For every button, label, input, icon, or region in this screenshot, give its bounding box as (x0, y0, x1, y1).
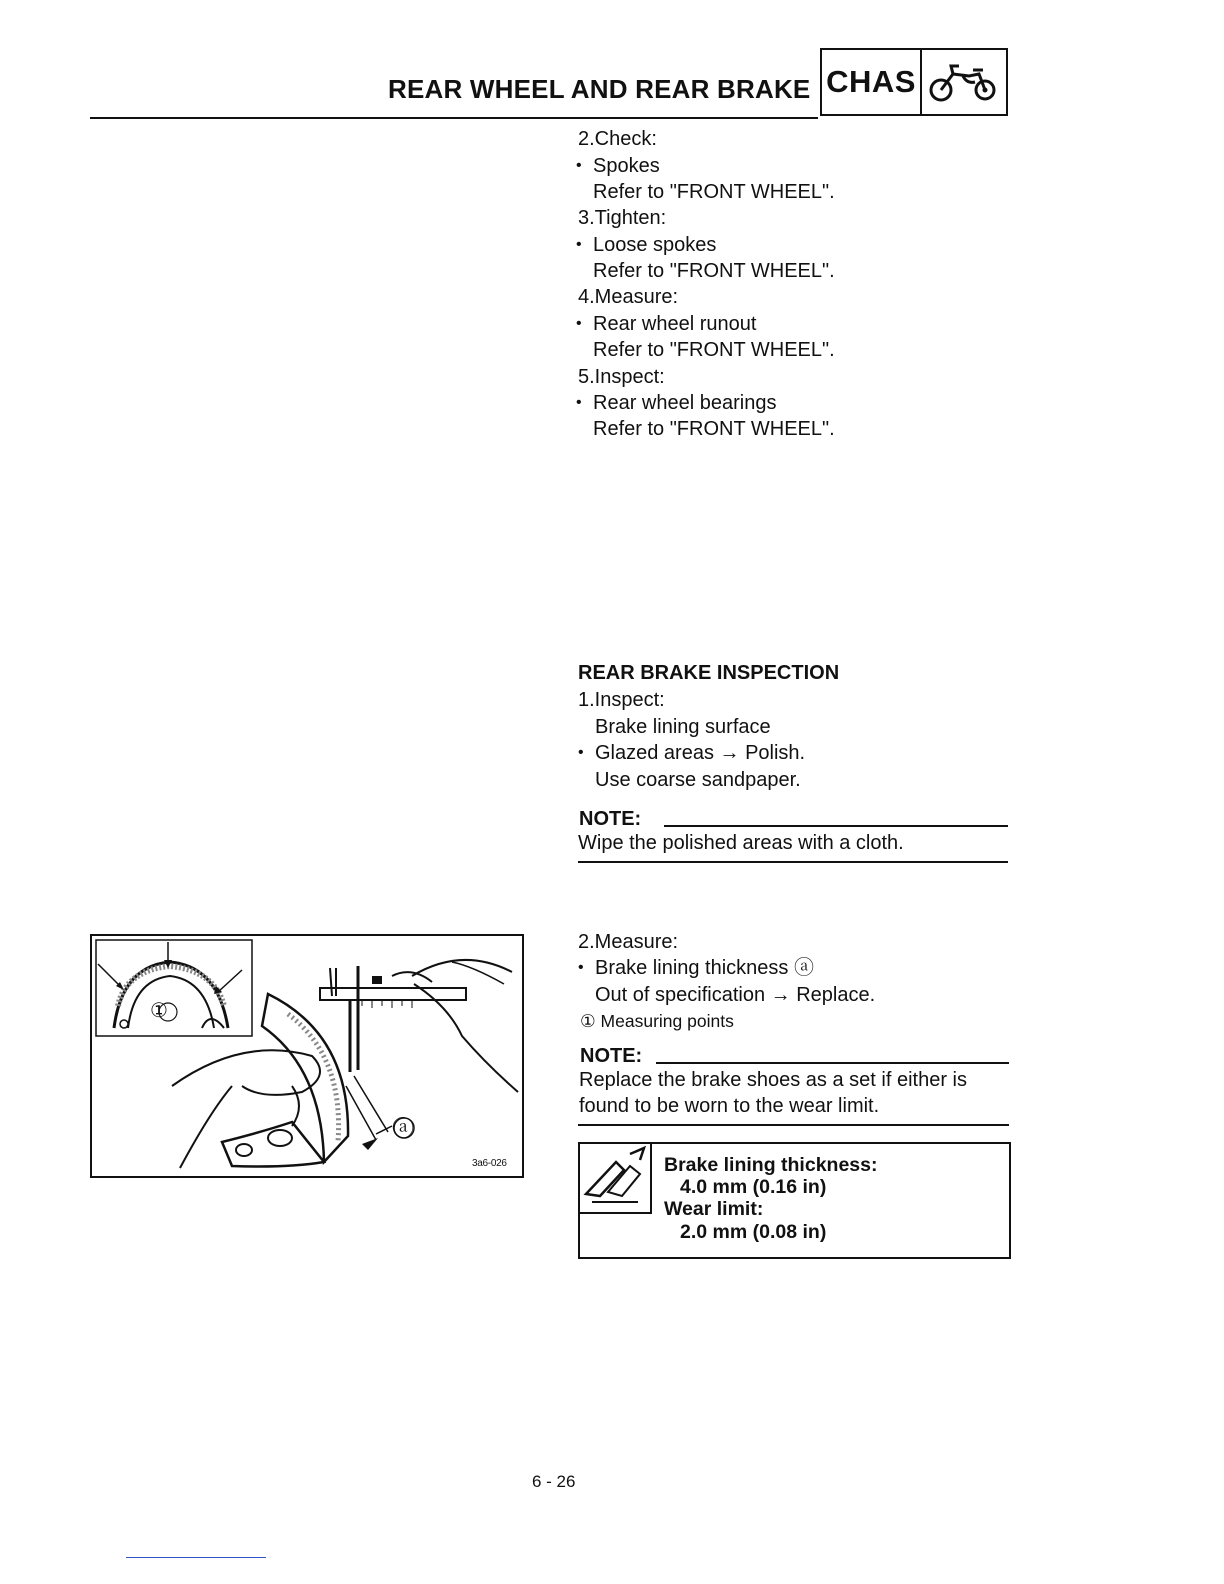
step-4-item: • Rear wheel runout (593, 311, 756, 338)
page-number: 6 - 26 (532, 1472, 576, 1491)
note-2-line-2: found to be worn to the wear limit. (579, 1095, 880, 1117)
inspect-step-1-item: • Glazed areas → Polish. (595, 740, 805, 767)
step-3-item: • Loose spokes (593, 232, 716, 259)
brake-shoe-figure (90, 934, 524, 1178)
step-4-reference: Refer to "FRONT WHEEL". (593, 339, 835, 361)
step-3-heading: 3.Tighten: (578, 207, 667, 229)
note-2-label: NOTE: (580, 1045, 643, 1067)
spec-value-wear-limit: 2.0 mm (0.08 in) (680, 1221, 827, 1243)
step-5-item: • Rear wheel bearings (593, 390, 776, 417)
inspect-step-1-instruction: Use coarse sandpaper. (595, 769, 801, 791)
inspect-step-2-item: • Brake lining thickness ⓐ (595, 955, 814, 982)
step-2-reference: Refer to "FRONT WHEEL". (593, 181, 835, 203)
spec-label-thickness: Brake lining thickness: (664, 1154, 878, 1176)
inspect-step-2-instruction: Out of specification → Replace. (595, 984, 876, 1006)
note-2-bottom-rule (578, 1124, 1009, 1126)
step-3-reference: Refer to "FRONT WHEEL". (593, 260, 835, 282)
page-title: REAR WHEEL AND REAR BRAKE (388, 74, 811, 104)
note-2-top-rule (656, 1062, 1009, 1064)
figure-legend: ① Measuring points (580, 1011, 734, 1031)
section-heading: REAR BRAKE INSPECTION (578, 662, 840, 684)
step-4-heading: 4.Measure: (578, 286, 679, 308)
section-tag: CHAS (822, 50, 922, 114)
figure-code: 3a6-026 (472, 1158, 507, 1169)
step-5-reference: Refer to "FRONT WHEEL". (593, 418, 835, 440)
spec-label-wear-limit: Wear limit: (664, 1198, 764, 1220)
step-2-item: • Spokes (593, 153, 660, 180)
note-2-line-1: Replace the brake shoes as a set if either is (579, 1069, 967, 1091)
figure-callout-a: ⓐ (392, 1116, 415, 1141)
inspect-step-1-subject: Brake lining surface (595, 716, 771, 738)
spec-box (578, 1142, 1011, 1259)
inspect-step-1-heading: 1.Inspect: (578, 689, 665, 711)
brake-shoe-illustration (92, 936, 522, 1176)
caliper-icon (580, 1144, 652, 1214)
footer-rule (126, 1557, 266, 1558)
note-1-top-rule (664, 825, 1008, 827)
header-rule (90, 117, 818, 119)
spec-value-thickness: 4.0 mm (0.16 in) (680, 1176, 827, 1198)
section-tag-box (820, 48, 1008, 116)
note-1-text: Wipe the polished areas with a cloth. (578, 832, 904, 854)
inspect-step-2-heading: 2.Measure: (578, 931, 679, 953)
note-1-label: NOTE: (579, 808, 642, 830)
step-2-heading: 2.Check: (578, 128, 657, 150)
note-1-bottom-rule (578, 861, 1008, 863)
motorcycle-icon (922, 50, 1006, 114)
figure-callout-1: ① (150, 1000, 168, 1022)
step-5-heading: 5.Inspect: (578, 366, 665, 388)
